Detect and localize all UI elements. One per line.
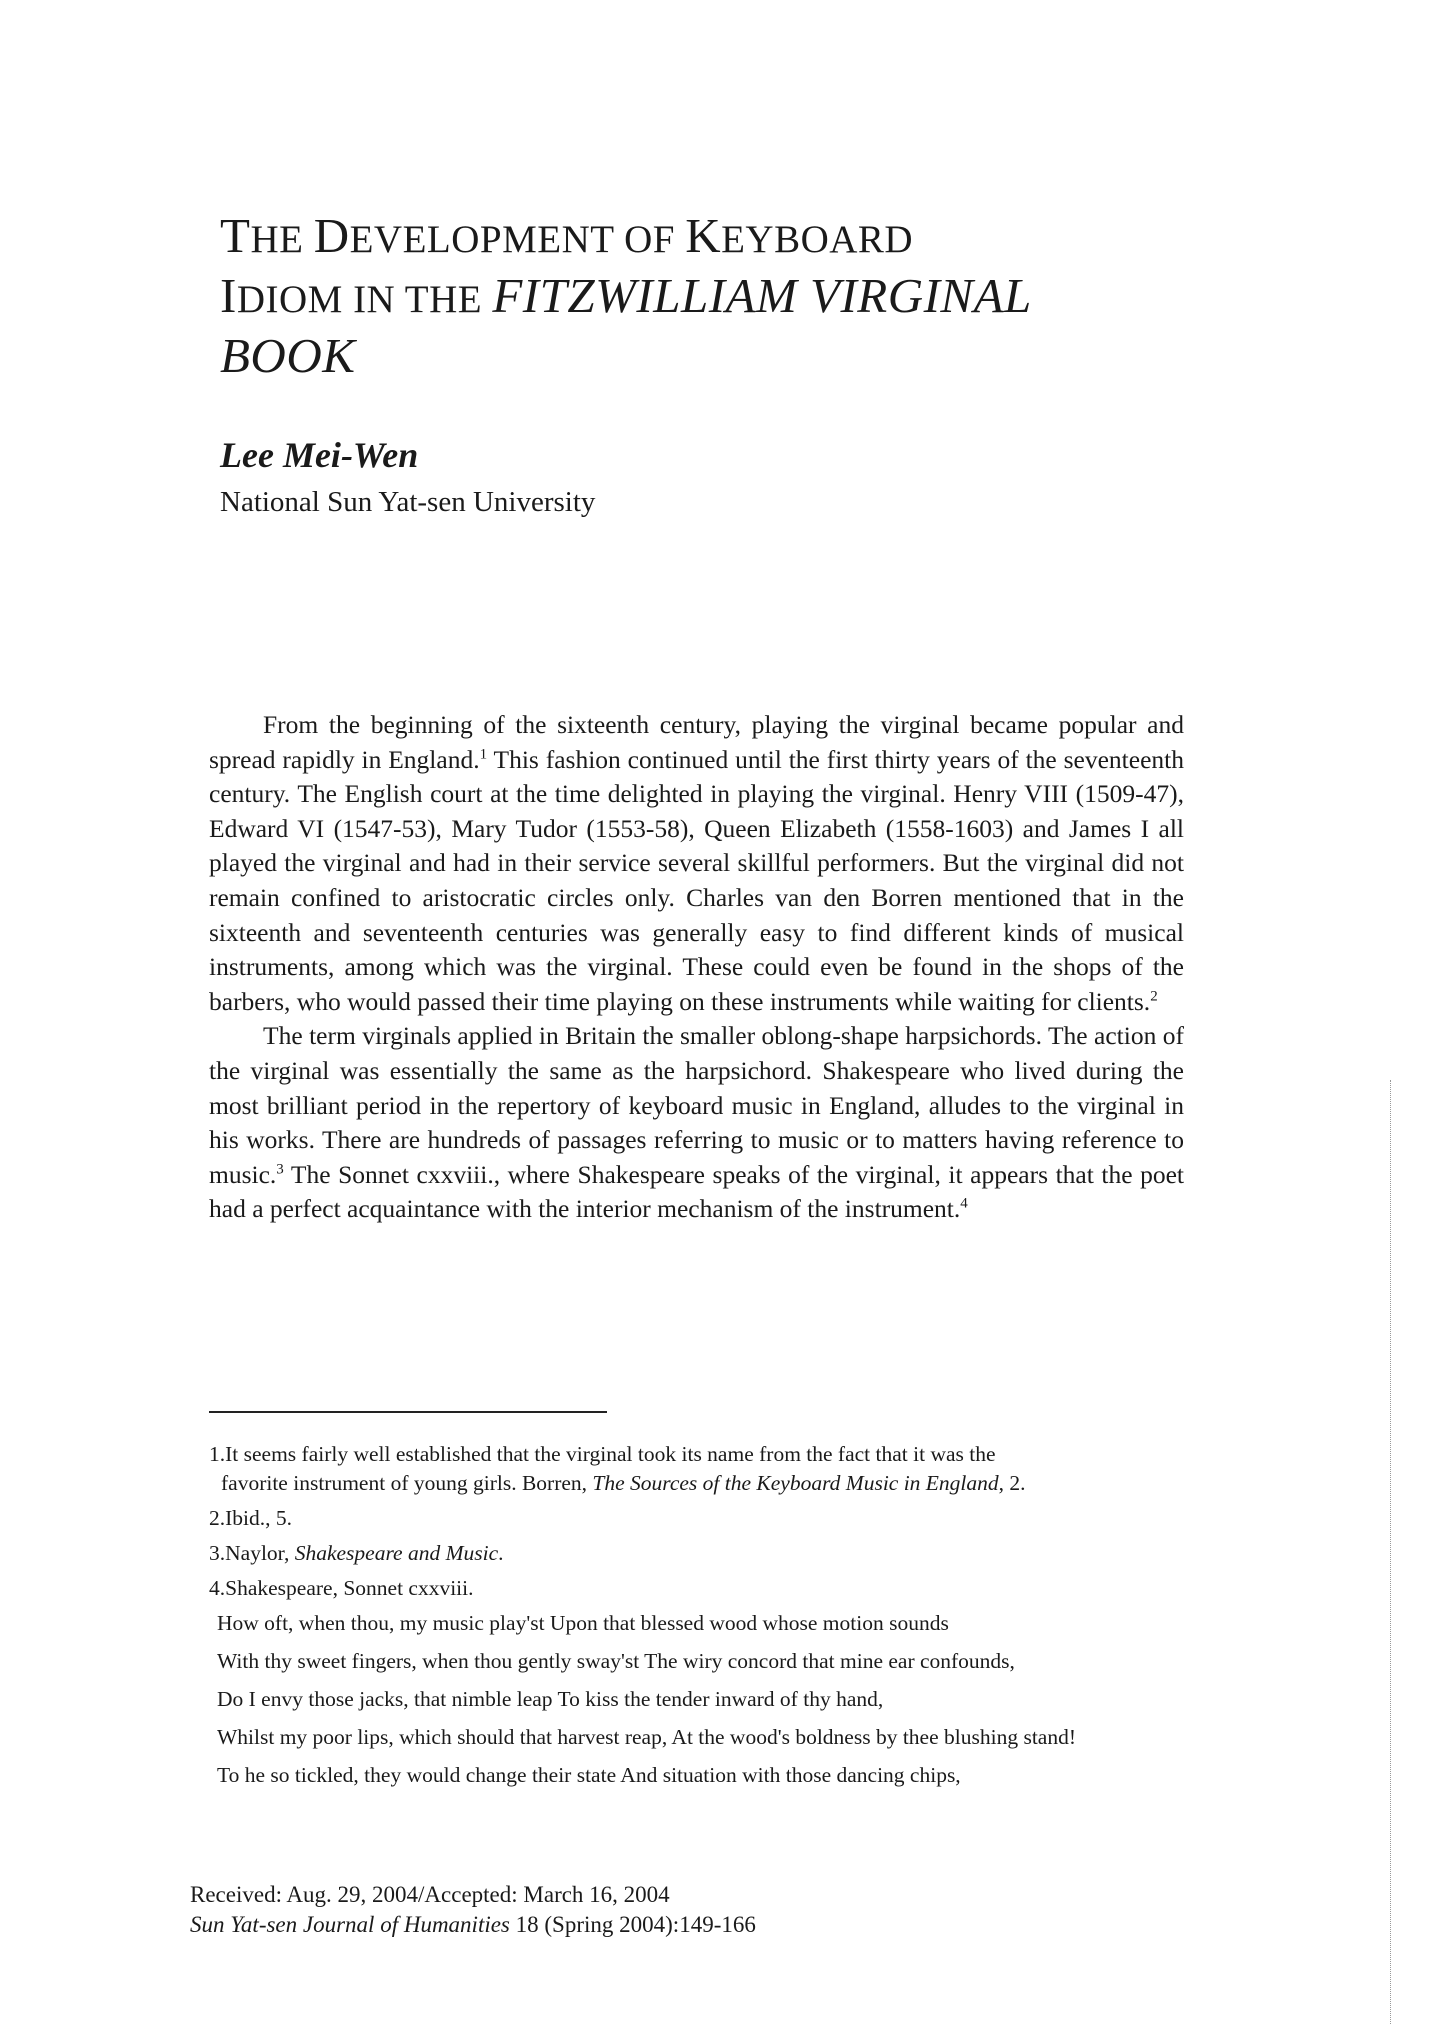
title-italic: FITZWILLIAM VIRGINAL [492, 268, 1032, 323]
title-cap: I [220, 268, 237, 323]
cited-title: The Sources of the Keyboard Music in England [592, 1471, 999, 1495]
poem-line: With thy sweet fingers, when thou gently sway'st The wiry concord that mine ear confounds, [217, 1649, 1015, 1673]
paragraph-text: The Sonnet cxxviii., where Shakespeare speaks of the virginal, it appears that the poet had a perfect acquaintance with the interior mechanism of the instrument. [209, 1159, 1184, 1224]
footnote-continuation [209, 1469, 1184, 1498]
footnote-text: favorite instrument of young girls. Borren, [221, 1471, 593, 1495]
poem-line: How oft, when thou, my music play'st Upon that blessed wood whose motion sounds [217, 1611, 949, 1635]
paragraph [209, 708, 1184, 1019]
footnote-text: 1.It seems fairly well established that the virginal took its name from the fact that it was the [209, 1442, 996, 1466]
scan-edge-line [1390, 1080, 1391, 2024]
journal-details: 18 (Spring 2004):149-166 [509, 1912, 756, 1937]
author-affiliation: National Sun Yat-sen University [220, 486, 596, 518]
publication-info [190, 1880, 756, 1940]
paragraph-text: The term virginals applied in Britain the smaller oblong-shape harpsichords. The action of the virginal was essentially the same as the harpsichord. Shakespeare who lived during the most brilliant period in the repertory of keyboard music in England, alludes to the virginal in his works. There are hundreds of passages referring to music or to matters having reference to music. [209, 1021, 1184, 1189]
poem-line: Whilst my poor lips, which should that harvest reap, At the wood's boldness by thee blushing stand! [217, 1725, 1076, 1749]
footnote-ref: 3 [276, 1161, 284, 1178]
title-italic: BOOK [220, 328, 356, 383]
title-smallcaps: HE [250, 218, 314, 261]
footnote-text: , 2. [998, 1471, 1026, 1495]
footnote-text: . [498, 1541, 504, 1565]
cited-title: Shakespeare and Music [294, 1541, 499, 1565]
footnote-2: 2.Ibid., 5. [209, 1506, 293, 1530]
paragraph-text: From the beginning of the sixteenth century, playing the virginal became popular and spread rapidly in England. [209, 710, 1184, 774]
footnote-text: 3.Naylor, [209, 1541, 295, 1565]
title-smallcaps: EYBOARD [721, 218, 914, 261]
footnote-ref: 4 [960, 1195, 968, 1212]
title-smallcaps: DIOM IN THE [236, 278, 493, 321]
footnote-ref: 2 [1150, 988, 1158, 1005]
received-dates: Received: Aug. 29, 2004/Accepted: March 16, 2004 [190, 1882, 670, 1907]
footnote-ref: 1 [479, 746, 488, 763]
footnote-3 [209, 1539, 1184, 1568]
title-cap: D [313, 208, 350, 263]
journal-title: Sun Yat-sen Journal of Humanities [190, 1912, 510, 1937]
author-name: Lee Mei-Wen [220, 435, 419, 475]
title-cap: T [220, 208, 251, 263]
article-body [209, 708, 1184, 1227]
footnote-1 [209, 1440, 1184, 1498]
paragraph [209, 1019, 1184, 1227]
title-smallcaps: EVELOPMENT OF [349, 218, 686, 261]
article-title [220, 208, 1220, 384]
footnotes [209, 1440, 1184, 1799]
poem-line: To he so tickled, they would change their state And situation with those dancing chips, [217, 1763, 961, 1787]
sonnet-quote [209, 1609, 1184, 1790]
poem-line: Do I envy those jacks, that nimble leap To kiss the tender inward of thy hand, [217, 1687, 884, 1711]
footnote-divider [209, 1411, 607, 1413]
title-cap: K [685, 208, 722, 263]
footnote-4: 4.Shakespeare, Sonnet cxxviii. [209, 1576, 474, 1600]
journal-citation [190, 1910, 756, 1940]
paragraph-text: This fashion continued until the first thirty years of the seventeenth century. The English court at the time delighted in playing the virginal. Henry VIII (1509-47), Edward VI (1547-53), Mary Tudor (1553-58), Queen Elizabeth (1558-1603) and James I all played the virginal and had in their service several skillful performers. But the virginal did not remain confined to aristocratic circles only. Charles van den Borren mentioned that in the sixteenth and seventeenth centuries was generally easy to find different kinds of musical instruments, among which was the virginal. These could even be found in the shops of the barbers, who would passed their time playing on these instruments while waiting for clients. [209, 744, 1184, 1016]
